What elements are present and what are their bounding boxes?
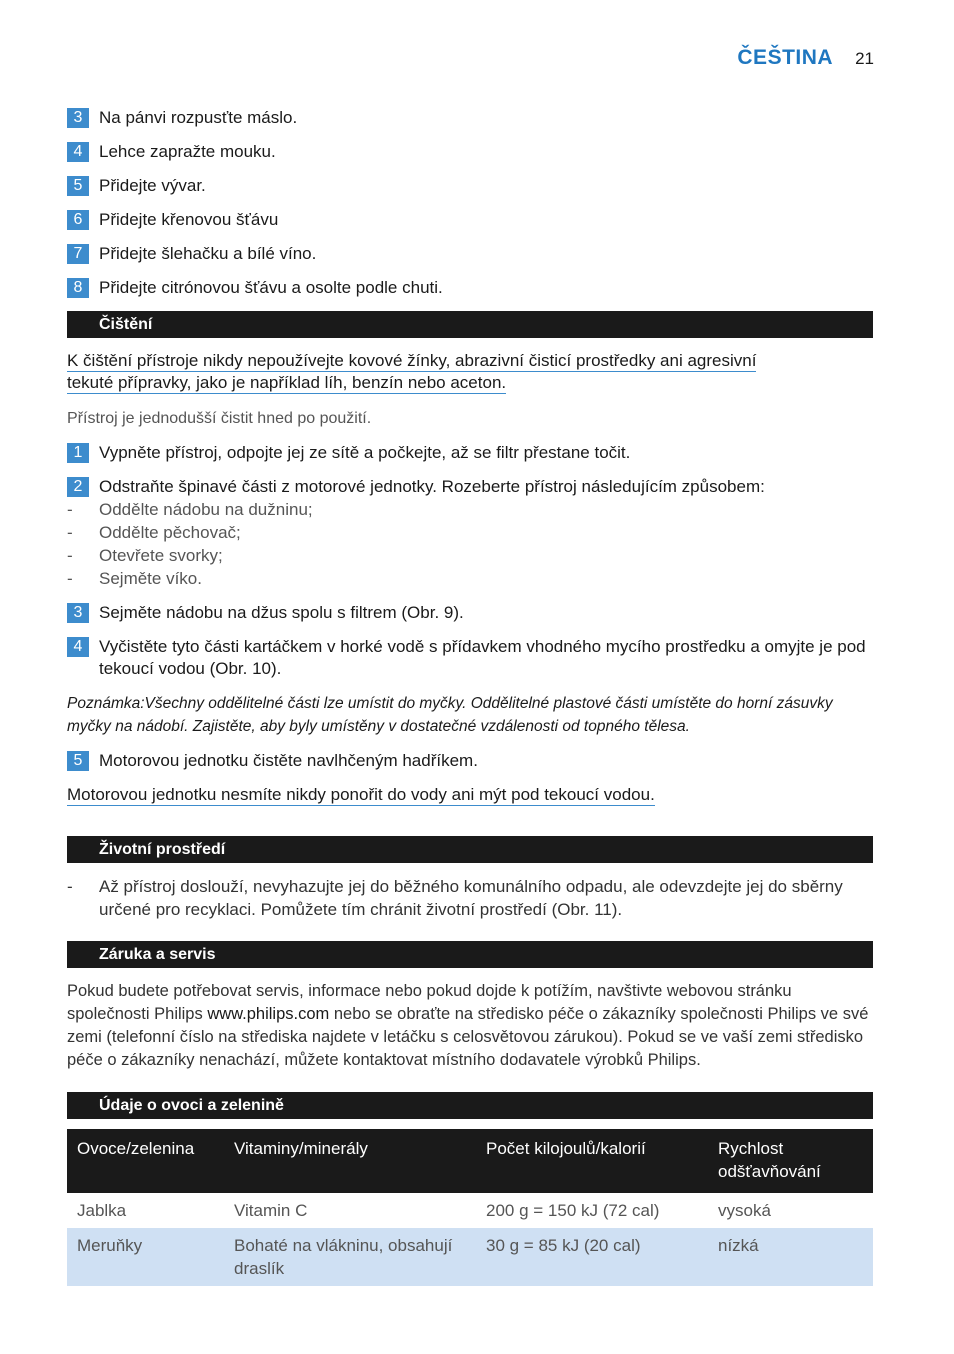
table-header-row xyxy=(67,1129,873,1193)
list-item xyxy=(67,498,873,521)
section-heading-environment: Životní prostředí xyxy=(67,836,873,863)
language-label: ČEŠTINA xyxy=(737,46,834,69)
step-text: Vyčistěte tyto části kartáčkem v horké vodě s přídavkem vhodného mycího prostředku a omyjte je pod tekoucí vodou (Obr. 10). xyxy=(99,637,866,678)
column-header: Vitaminy/minerály xyxy=(224,1129,476,1193)
step-number: 5 xyxy=(67,176,89,196)
table-row xyxy=(67,1193,873,1228)
table-cell: 200 g = 150 kJ (72 cal) xyxy=(486,1201,660,1220)
step-number: 5 xyxy=(67,751,89,771)
list-item-text: Otevřete svorky; xyxy=(99,546,223,565)
cleaning-intro: Přístroj je jednodušší čistit hned po použití. xyxy=(67,410,372,427)
table-cell: Bohaté na vlákninu, obsahují draslík xyxy=(224,1228,476,1286)
step-text: Sejměte nádobu na džus spolu s filtrem (Obr. 9). xyxy=(99,603,464,622)
column-header: Ovoce/zelenina xyxy=(67,1129,224,1193)
step-text: Přidejte křenovou šťávu xyxy=(99,210,279,229)
step-4 xyxy=(67,141,873,163)
list-dash: - xyxy=(67,546,73,565)
list-item xyxy=(67,567,873,590)
step-7 xyxy=(67,243,873,265)
table-cell: nízká xyxy=(708,1228,873,1286)
step-number: 3 xyxy=(67,108,89,128)
warning-line: K čištění přístroje nikdy nepoužívejte kovové žínky, abrazivní čisticí prostředky ani agresivní xyxy=(67,351,757,370)
table-cell: Jablka xyxy=(77,1201,127,1220)
step-number: 6 xyxy=(67,210,89,230)
environment-item xyxy=(67,875,873,921)
step-number: 8 xyxy=(67,278,89,298)
list-item-text: Sejměte víko. xyxy=(99,569,202,588)
warranty-text-end: nebo se obraťte na středisko péče o zákazníky společnosti Philips ve své zemi (telefonní číslo na střediska najdete v letáčku s celosvětovou zárukou). Pokud se ve vaší zemi středisko péče o zákazníky nenachází, můžete kontaktovat místního dodavatele výrobků Philips. xyxy=(67,1005,869,1069)
step-number: 3 xyxy=(67,603,89,623)
fruit-table xyxy=(67,1129,873,1286)
disassembly-list xyxy=(67,498,873,590)
cleaning-warning xyxy=(67,350,873,394)
list-item-text: Oddělte nádobu na dužninu; xyxy=(99,500,313,519)
environment-text: Až přístroj doslouží, nevyhazujte jej do běžného komunálního odpadu, ale odevzdejte jej do sběrny určené pro recyklaci. Pomůžete tím chránit životní prostředí (Obr. 11). xyxy=(99,877,843,919)
list-item xyxy=(67,544,873,567)
step-number: 1 xyxy=(67,443,89,463)
step-text: Přidejte citrónovou šťávu a osolte podle chuti. xyxy=(99,278,443,297)
step-number: 4 xyxy=(67,637,89,657)
list-dash: - xyxy=(67,569,73,588)
column-header: Rychlost odšťavňování xyxy=(708,1129,873,1193)
cleaning-step-1 xyxy=(67,442,873,464)
section-heading-cleaning: Čištění xyxy=(67,311,873,338)
step-number: 7 xyxy=(67,244,89,264)
table-cell: Meruňky xyxy=(67,1228,224,1286)
motor-warning xyxy=(67,784,873,806)
warranty-text-start: Pokud budete potřebovat servis, informace nebo pokud dojde k potížím, navštivte webovou stránku společnosti Philips xyxy=(67,982,792,1023)
recipe-steps xyxy=(67,107,873,299)
step-5 xyxy=(67,175,873,197)
table-cell: vysoká xyxy=(718,1201,771,1220)
list-dash: - xyxy=(67,500,73,519)
step-8 xyxy=(67,277,873,299)
column-header: Počet kilojoulů/kalorií xyxy=(476,1129,708,1193)
step-text: Na pánvi rozpusťte máslo. xyxy=(99,108,298,127)
cleaning-step-2 xyxy=(67,476,873,498)
list-dash: - xyxy=(67,523,73,542)
list-item-text: Oddělte pěchovač; xyxy=(99,523,241,542)
dishwasher-note: Poznámka:Všechny oddělitelné části lze umístit do myčky. Oddělitelné plastové části umístěte do horní zásuvky myčky na nádobí. Zajistěte, aby byly umístěny v dostatečné vzdálenosti od topného tělesa. xyxy=(67,695,833,735)
warning-line: Motorovou jednotku nesmíte nikdy ponořit do vody ani mýt pod tekoucí vodou. xyxy=(67,785,655,804)
step-text: Odstraňte špinavé části z motorové jednotky. Rozeberte přístroj následujícím způsobem: xyxy=(99,477,765,496)
page-number: 21 xyxy=(855,49,874,68)
step-text: Přidejte šlehačku a bílé víno. xyxy=(99,244,317,263)
step-text: Lehce zapražte mouku. xyxy=(99,142,276,161)
table-cell: 30 g = 85 kJ (20 cal) xyxy=(476,1228,708,1286)
section-heading-warranty: Záruka a servis xyxy=(67,941,873,968)
cleaning-step-3 xyxy=(67,602,873,624)
table-row xyxy=(67,1228,873,1286)
step-text: Vypněte přístroj, odpojte jej ze sítě a počkejte, až se filtr přestane točit. xyxy=(99,443,631,462)
step-text: Přidejte vývar. xyxy=(99,176,206,195)
step-number: 2 xyxy=(67,477,89,497)
warranty-text xyxy=(67,980,873,1072)
cleaning-step-5 xyxy=(67,750,873,772)
section-heading-fruit: Údaje o ovoci a zelenině xyxy=(67,1092,873,1119)
page-header xyxy=(737,46,874,70)
step-text: Motorovou jednotku čistěte navlhčeným hadříkem. xyxy=(99,751,478,770)
page-content xyxy=(67,107,873,1286)
list-dash: - xyxy=(67,877,73,896)
step-6 xyxy=(67,209,873,231)
cleaning-step-4 xyxy=(67,636,873,680)
warning-line: tekuté přípravky, jako je například líh, benzín nebo aceton. xyxy=(67,373,507,392)
step-number: 4 xyxy=(67,142,89,162)
table-cell: Vitamin C xyxy=(234,1201,308,1220)
step-3 xyxy=(67,107,873,129)
list-item xyxy=(67,521,873,544)
philips-website-link[interactable]: www.philips.com xyxy=(207,1005,330,1023)
